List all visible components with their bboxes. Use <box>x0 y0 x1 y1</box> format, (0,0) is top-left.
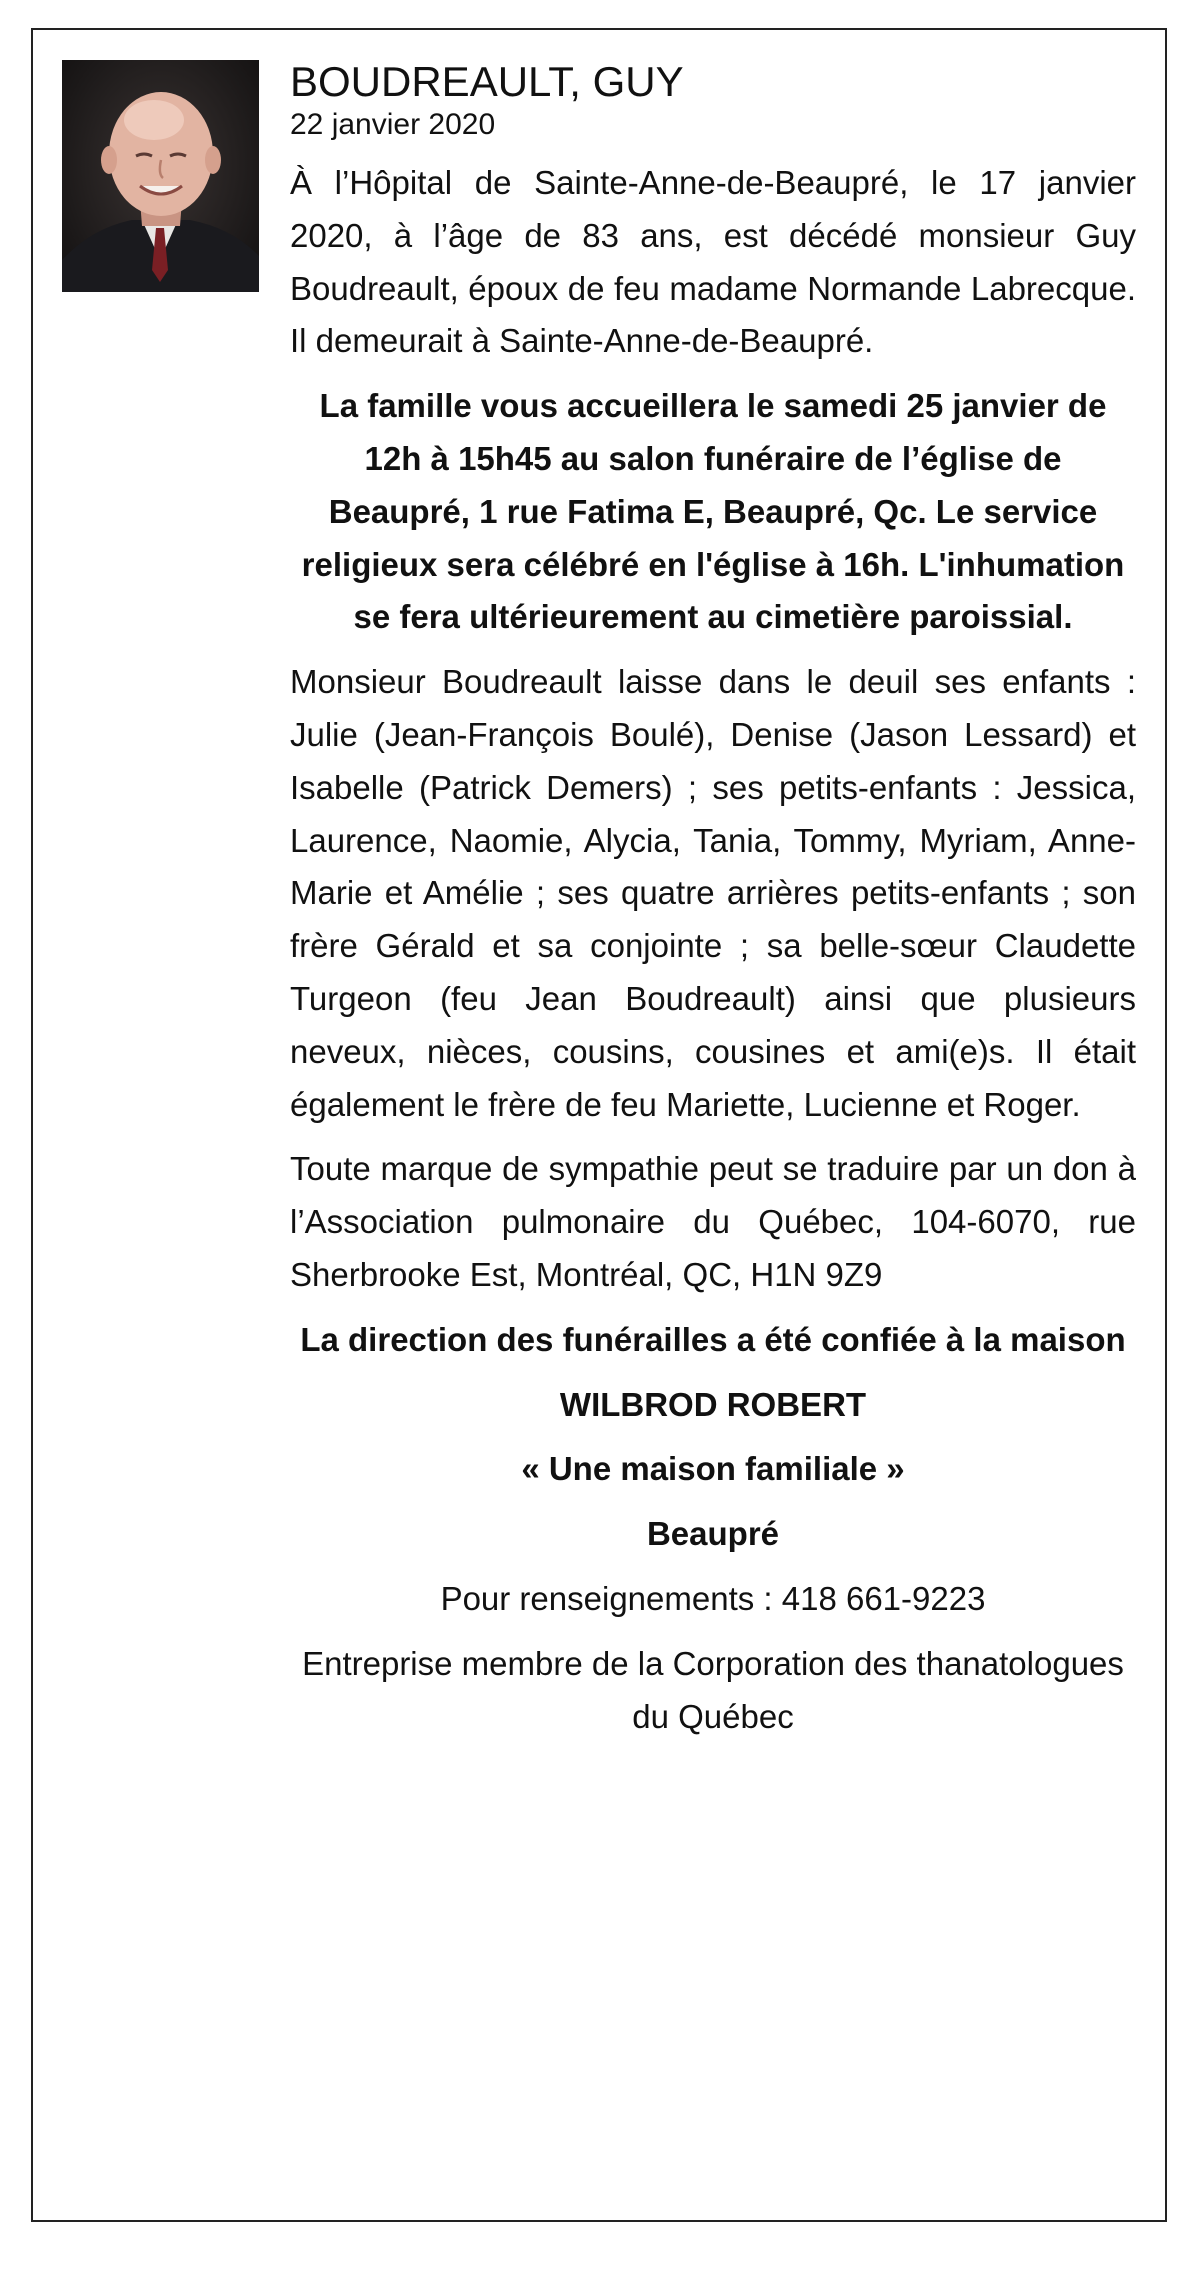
obituary-content <box>290 58 1136 1755</box>
deceased-photo <box>62 60 259 292</box>
contact-info: Pour renseignements : 418 661-9223 <box>440 1579 986 1617</box>
corporation-membership: Entreprise membre de la Corporation des thanatologues du Québec <box>302 1644 1124 1735</box>
deceased-name: BOUDREAULT, GUY <box>290 58 684 105</box>
sympathy-donation: Toute marque de sympathie peut se traduire par un don à l’Association pulmonaire du Québec, 104-6070, rue Sherbrooke Est, Montréal, QC, H1N 9Z9 <box>290 1150 1136 1293</box>
death-announcement: À l’Hôpital de Sainte-Anne-de-Beaupré, le 17 janvier 2020, à l’âge de 83 ans, est décédé monsieur Guy Boudreault, époux de feu madame Normande Labrecque. Il demeurait à Sainte-Anne-de-Beaupré. <box>290 164 1136 360</box>
publication-date: 22 janvier 2020 <box>290 108 496 142</box>
family-survivors: Monsieur Boudreault laisse dans le deuil ses enfants : Julie (Jean-François Boulé), Denise (Jason Lessard) et Isabelle (Patrick Demers) ; ses petits-enfants : Jessica, Laurence, Naomie, Alycia, Tania, Tommy, Myriam, Anne-Marie et Amélie ; ses quatre arrières petits-enfants ; son frère Gérald et sa conjointe ; sa belle-sœur Claudette Turgeon (feu Jean Boudreault) ainsi que plusieurs neveux, nièces, cousins, cousines et ami(e)s. Il était également le frère de feu Mariette, Lucienne et Roger. <box>290 663 1136 1123</box>
funeral-home-slogan: « Une maison familiale » <box>521 1450 905 1488</box>
funeral-home-name: WILBROD ROBERT <box>559 1385 867 1423</box>
funeral-direction: La direction des funérailles a été confiée à la maison <box>300 1320 1126 1358</box>
funeral-home-town: Beaupré <box>646 1515 780 1553</box>
visitation-details: La famille vous accueillera le samedi 25 janvier de 12h à 15h45 au salon funéraire de l’église de Beaupré, 1 rue Fatima E, Beaupré, Qc. Le service religieux sera célébré en l'église à 16h. L'inhumation se fera ultérieurement au cimetière paroissial. <box>301 387 1125 636</box>
